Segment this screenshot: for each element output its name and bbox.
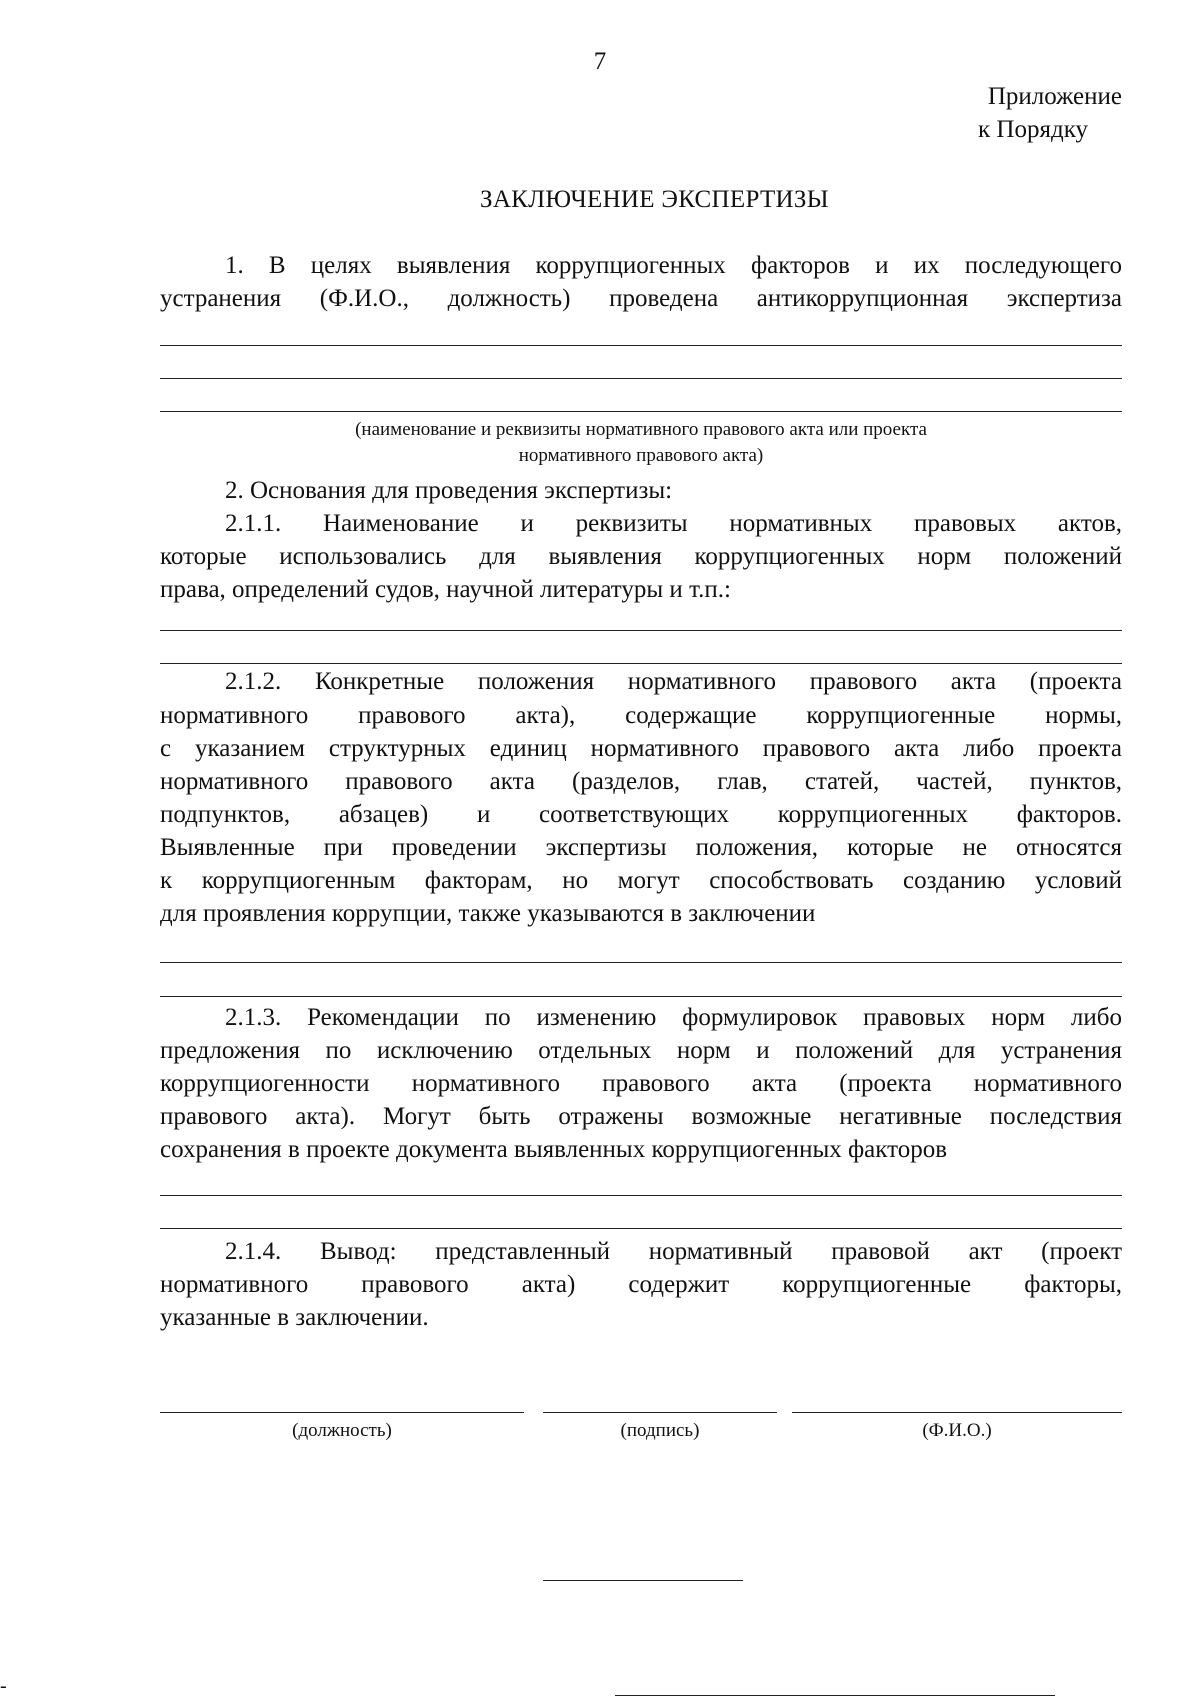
p214-line-2: нормативного правового акта) содержит коррупциогенные факторы, — [160, 1271, 1122, 1298]
p212-line-2: нормативного правового акта), содержащие коррупциогенные нормы, — [160, 702, 1122, 729]
p212-line-1: 2.1.2. Конкретные положения нормативного правового акта (проекта — [225, 668, 1122, 695]
p213-line-2: предложения по исключению отдельных норм и положений для устранения — [160, 1037, 1122, 1064]
p211-line-3: права, определений судов, научной литературы и т.п.: — [160, 576, 731, 603]
p211-line-2: которые использовались для выявления коррупциогенных норм положений — [160, 543, 1122, 570]
p212-line-6: Выявленные при проведении экспертизы положения, которые не относятся — [160, 834, 1122, 861]
p212-line-5: подпунктов, абзацев) и соответствующих коррупциогенных факторов. — [160, 801, 1122, 828]
appendix-label: Приложение — [987, 83, 1122, 110]
p211-fill-line-1 — [160, 630, 1122, 631]
name-sign-line — [792, 1412, 1122, 1413]
act-fill-line-2 — [160, 378, 1122, 379]
p1-line-2: устранения (Ф.И.О., должность) проведена антикоррупционная экспертиза — [160, 285, 1122, 312]
closing-separator — [543, 1580, 743, 1581]
bottom-edge-line — [615, 1695, 1055, 1696]
p212-line-4: нормативного правового акта (разделов, глав, статей, частей, пунктов, — [160, 768, 1122, 795]
act-fill-line-1 — [160, 345, 1122, 346]
p213-line-3: коррупциогенности нормативного правового акта (проекта нормативного — [160, 1070, 1122, 1097]
p214-line-1: 2.1.4. Вывод: представленный нормативный правовой акт (проект — [225, 1238, 1122, 1265]
p214-line-3: указанные в заключении. — [160, 1304, 429, 1331]
p213-line-1: 2.1.3. Рекомендации по изменению формулировок правовых норм либо — [225, 1004, 1122, 1031]
p2-heading: 2. Основания для проведения экспертизы: — [225, 477, 673, 504]
signature-sign-line — [543, 1412, 777, 1413]
act-caption-line-1: (наименование и реквизиты нормативного правового акта или проекта — [355, 419, 927, 440]
p211-line-1: 2.1.1. Наименование и реквизиты нормативных правовых актов, — [225, 510, 1122, 537]
p213-fill-line-2 — [160, 1228, 1122, 1229]
p1-line-1: 1. В целях выявления коррупциогенных факторов и их последующего — [225, 252, 1122, 279]
page-number: 7 — [593, 48, 607, 75]
p211-fill-line-2 — [160, 663, 1122, 664]
p213-fill-line-1 — [160, 1195, 1122, 1196]
appendix-reference: к Порядку — [978, 116, 1088, 143]
p212-line-3: с указанием структурных единиц нормативного правового акта либо проекта — [160, 735, 1122, 762]
signature-caption: (подпись) — [620, 1420, 700, 1441]
page-title: ЗАКЛЮЧЕНИЕ ЭКСПЕРТИЗЫ — [480, 186, 829, 213]
position-caption: (должность) — [292, 1420, 392, 1441]
p213-line-4: правового акта). Могут быть отражены возможные негативные последствия — [160, 1103, 1122, 1130]
p212-line-8: для проявления коррупции, также указываются в заключении — [160, 900, 816, 927]
p212-fill-line-2 — [160, 996, 1122, 997]
position-sign-line — [160, 1412, 524, 1413]
name-caption: (Ф.И.О.) — [922, 1420, 992, 1441]
act-caption-line-2: нормативного правового акта) — [518, 445, 764, 466]
p212-line-7: к коррупциогенным факторам, но могут способствовать созданию условий — [160, 867, 1122, 894]
p213-line-5: сохранения в проекте документа выявленных коррупциогенных факторов — [160, 1136, 947, 1163]
p212-fill-line-1 — [160, 962, 1122, 963]
act-fill-line-3 — [160, 411, 1122, 412]
margin-mark: - — [0, 1675, 7, 1697]
